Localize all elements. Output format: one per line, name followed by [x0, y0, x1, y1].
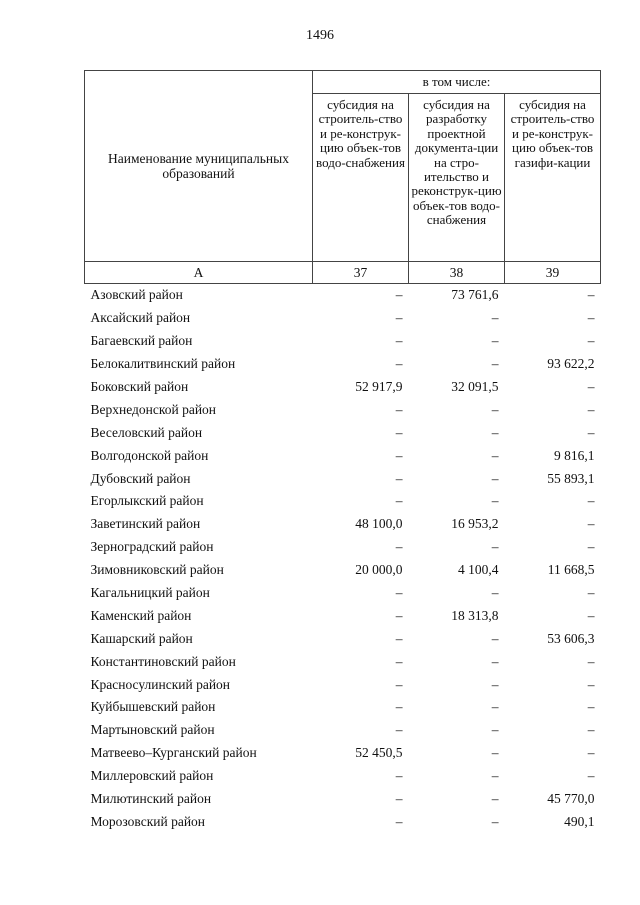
value-col-38: –: [491, 585, 499, 601]
value-col-38: –: [491, 791, 499, 807]
subsidy-table: [84, 70, 601, 833]
value-col-37: –: [395, 699, 403, 715]
value-col-39: 93 622,2: [547, 356, 595, 372]
value-col-38: –: [491, 401, 499, 417]
value-col-39: –: [587, 607, 595, 623]
table-row: [85, 673, 601, 696]
municipality-name: Кагальницкий район: [90, 585, 210, 601]
municipality-name: Зерноградский район: [90, 539, 214, 555]
table-row: [85, 536, 601, 559]
value-col-37: –: [395, 653, 403, 669]
table-row: [85, 330, 601, 353]
municipality-name: Мартыновский район: [90, 722, 215, 738]
value-col-39: –: [587, 699, 595, 715]
value-col-39: 55 893,1: [547, 470, 595, 486]
header-index-row: [85, 262, 601, 284]
table-row: [85, 444, 601, 467]
table-row: [85, 582, 601, 605]
value-col-39: 490,1: [564, 813, 595, 829]
municipality-name: Боковский район: [90, 379, 189, 394]
value-col-37: –: [395, 287, 403, 303]
value-col-37: –: [395, 791, 403, 807]
table-row: [85, 353, 601, 376]
value-col-37: –: [395, 813, 403, 829]
value-col-37: 48 100,0: [355, 516, 403, 532]
table-row: [85, 421, 601, 444]
table-row: [85, 742, 601, 765]
value-col-37: –: [395, 493, 403, 509]
table-row: [85, 604, 601, 627]
municipality-name: Веселовский район: [90, 424, 203, 440]
municipality-name: Каменский район: [90, 607, 192, 623]
municipality-name: Азовский район: [90, 287, 183, 303]
value-col-37: –: [395, 630, 403, 646]
value-col-39: –: [587, 333, 595, 349]
table-row: [85, 810, 601, 833]
value-col-37: –: [395, 401, 403, 417]
municipality-name: Белокалитвинский район: [90, 356, 236, 372]
value-col-37: –: [395, 310, 403, 326]
value-col-37: –: [395, 768, 403, 784]
municipality-name: Миллеровский район: [90, 768, 214, 784]
value-col-39: –: [587, 287, 595, 303]
municipality-name: Егорлыкский район: [90, 493, 204, 509]
table-row: [85, 788, 601, 811]
municipality-name: Дубовский район: [90, 470, 191, 486]
value-col-38: –: [491, 813, 499, 829]
municipality-name: Куйбышевский район: [90, 699, 216, 715]
value-col-39: –: [587, 585, 595, 601]
value-col-39: 45 770,0: [547, 791, 595, 807]
header-col-37: субсидия на строитель-ство и ре-конструк-цию объек-тов водо-снабжения: [313, 94, 409, 262]
municipality-name: Красносулинский район: [90, 676, 231, 692]
table-row: [85, 398, 601, 421]
table-row: [85, 627, 601, 650]
value-col-39: –: [587, 653, 595, 669]
value-col-39: –: [587, 768, 595, 784]
value-col-39: 11 668,5: [547, 562, 595, 578]
value-col-38: –: [491, 539, 499, 555]
table-row: [85, 307, 601, 330]
municipality-name: Верхнедонской район: [90, 401, 217, 417]
header-col-38: субсидия на разработку проектной документа-ции на стро-ительство и реконструк-цию объек-тов водо-снабжения: [409, 94, 505, 262]
value-col-37: 52 450,5: [355, 745, 403, 761]
municipality-name: Волгодонской район: [90, 447, 209, 463]
value-col-38: –: [491, 424, 499, 440]
value-col-39: –: [587, 676, 595, 692]
municipality-name: Аксайский район: [90, 310, 191, 326]
municipality-name: Милютинский район: [90, 791, 212, 807]
value-col-37: –: [395, 676, 403, 692]
value-col-39: –: [587, 401, 595, 417]
value-col-38: –: [491, 768, 499, 784]
header-index-a: А: [85, 262, 313, 284]
table-row: [85, 650, 601, 673]
value-col-38: 32 091,5: [451, 379, 499, 394]
table-row: [85, 376, 601, 399]
table-row: [85, 284, 601, 307]
value-col-39: –: [587, 379, 595, 394]
value-col-38: –: [491, 653, 499, 669]
value-col-38: –: [491, 356, 499, 372]
value-col-38: –: [491, 699, 499, 715]
value-col-37: –: [395, 356, 403, 372]
value-col-37: –: [395, 722, 403, 738]
value-col-38: –: [491, 470, 499, 486]
value-col-38: –: [491, 722, 499, 738]
header-index-37: 37: [313, 262, 409, 284]
header-index-39: 39: [505, 262, 601, 284]
table-row: [85, 765, 601, 788]
value-col-37: –: [395, 470, 403, 486]
table-body: [85, 284, 601, 834]
table-row: [85, 559, 601, 582]
value-col-38: –: [491, 310, 499, 326]
value-col-38: –: [491, 493, 499, 509]
value-col-37: –: [395, 424, 403, 440]
value-col-37: –: [395, 607, 403, 623]
value-col-38: –: [491, 333, 499, 349]
municipality-name: Матвеево–Курганский район: [90, 745, 257, 761]
table-row: [85, 490, 601, 513]
value-col-39: –: [587, 539, 595, 555]
value-col-37: –: [395, 447, 403, 463]
value-col-38: 16 953,2: [451, 516, 499, 532]
municipality-name: Константиновский район: [90, 653, 236, 669]
value-col-37: –: [395, 585, 403, 601]
table-row: [85, 467, 601, 490]
value-col-37: –: [395, 539, 403, 555]
header-municipality: Наименование муниципальных образований: [85, 71, 313, 262]
page-number: 1496: [306, 28, 334, 43]
municipality-name: Морозовский район: [90, 813, 206, 829]
value-col-38: –: [491, 676, 499, 692]
value-col-39: –: [587, 745, 595, 761]
table-header: [85, 71, 601, 284]
value-col-38: –: [491, 630, 499, 646]
value-col-38: 4 100,4: [458, 562, 499, 578]
value-col-39: –: [587, 310, 595, 326]
value-col-39: –: [587, 424, 595, 440]
value-col-39: –: [587, 722, 595, 738]
value-col-37: –: [395, 333, 403, 349]
header-index-38: 38: [409, 262, 505, 284]
municipality-name: Кашарский район: [90, 630, 193, 646]
value-col-38: –: [491, 745, 499, 761]
value-col-39: 9 816,1: [554, 447, 595, 463]
header-group-including: в том числе:: [313, 71, 601, 94]
municipality-name: Зимовниковский район: [90, 562, 224, 578]
header-col-39: субсидия на строитель-ство и ре-конструк-цию объек-тов газифи-кации: [505, 94, 601, 262]
table-row: [85, 696, 601, 719]
table-row: [85, 719, 601, 742]
value-col-38: 18 313,8: [451, 607, 499, 623]
municipality-name: Багаевский район: [90, 333, 193, 349]
value-col-37: 52 917,9: [355, 379, 403, 394]
value-col-39: –: [587, 516, 595, 532]
value-col-38: –: [491, 447, 499, 463]
value-col-39: 53 606,3: [547, 630, 595, 646]
value-col-38: 73 761,6: [451, 287, 499, 303]
municipality-name: Заветинский район: [90, 516, 201, 532]
value-col-37: 20 000,0: [355, 562, 403, 578]
table-row: [85, 513, 601, 536]
value-col-39: –: [587, 493, 595, 509]
